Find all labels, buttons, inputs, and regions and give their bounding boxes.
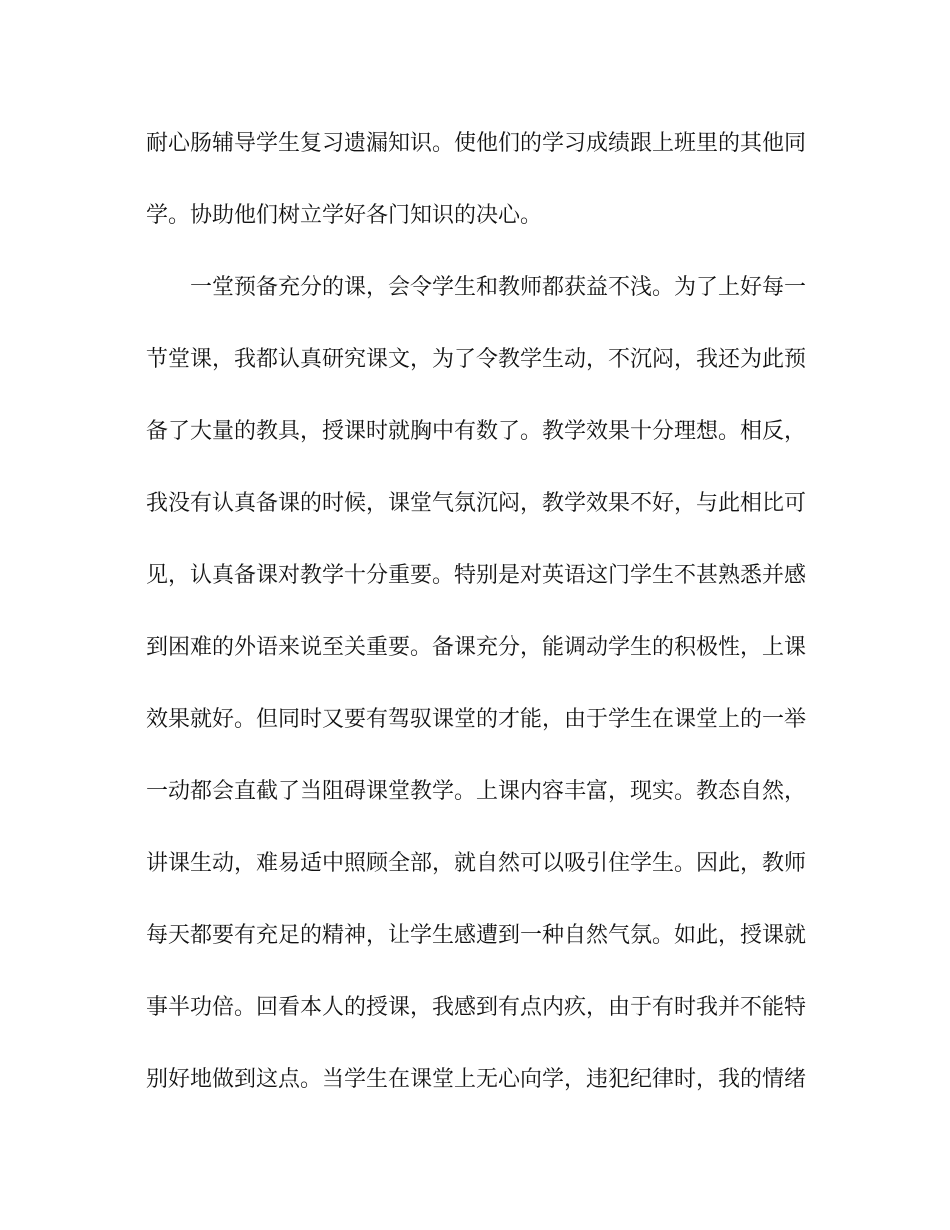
body-text [146, 122, 806, 1130]
text-line: 一动都会直截了当阻碍课堂教学。上课内容丰富，现实。教态自然， [146, 779, 807, 804]
text-line: 事半功倍。回看本人的授课，我感到有点内疚，由于有时我并不能特 [146, 995, 807, 1020]
text-line: 耐心肠辅导学生复习遗漏知识。使他们的学习成绩跟上班里的其他同 [146, 131, 807, 156]
paragraph-first-line: 一堂预备充分的课，会令学生和教师都获益不浅。为了上好每一 [190, 275, 807, 300]
text-line: 到困难的外语来说至关重要。备课充分，能调动学生的积极性，上课 [146, 635, 807, 660]
text-line: 我没有认真备课的时候，课堂气氛沉闷，教学效果不好，与此相比可 [146, 491, 807, 516]
text-line: 别好地做到这点。当学生在课堂上无心向学，违犯纪律时，我的情绪 [146, 1067, 807, 1092]
text-line: 节堂课，我都认真研究课文，为了令教学生动，不沉闷，我还为此预 [146, 347, 807, 372]
text-line: 见，认真备课对教学十分重要。特别是对英语这门学生不甚熟悉并感 [146, 563, 807, 588]
text-line: 备了大量的教具，授课时就胸中有数了。教学效果十分理想。相反， [146, 419, 807, 444]
text-line: 效果就好。但同时又要有驾驭课堂的才能，由于学生在课堂上的一举 [146, 707, 807, 732]
text-line: 讲课生动，难易适中照顾全部，就自然可以吸引住学生。因此，教师 [146, 851, 807, 876]
text-line: 每天都要有充足的精神，让学生感遭到一种自然气氛。如此，授课就 [146, 923, 807, 948]
text-line: 学。协助他们树立学好各门知识的决心。 [146, 203, 543, 228]
